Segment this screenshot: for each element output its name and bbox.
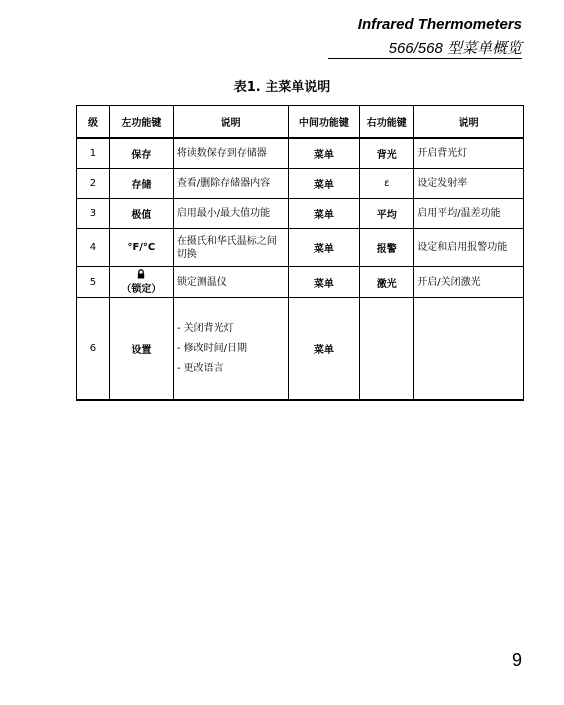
left-key-cell [109,267,173,298]
page-number: 9 [511,650,522,670]
level-cell: 1 [77,138,110,169]
left-desc-cell: 在摄氏和华氏温标之间切换 [173,229,288,267]
setting-option: - 关闭背光灯 [176,322,234,334]
left-key-cell: 设置 [109,298,173,401]
right-desc-cell: 设定和启用报警功能 [414,229,524,267]
column-header-left-key: 左功能键 [109,106,173,139]
table-row [77,199,524,229]
table-row [77,169,524,199]
level-cell: 3 [77,199,110,229]
left-desc-cell: 将读数保存到存储器 [173,138,288,169]
left-desc-cell: 启用最小/最大值功能 [173,199,288,229]
left-desc-cell: 查看/删除存储器内容 [173,169,288,199]
table-row [77,267,524,298]
left-key-cell: °F/°C [109,229,173,267]
header-subtitle: 566/568 型菜单概览 [388,40,522,57]
column-header-mid-key: 中间功能键 [288,106,360,139]
table-row [77,138,524,169]
right-key-cell: ε [360,169,414,199]
lock-icon [136,269,146,279]
left-desc-cell: 锁定测温仪 [173,267,288,298]
setting-option: - 更改语言 [176,362,224,374]
lock-label: （锁定） [121,284,162,295]
right-desc-cell [414,298,524,401]
left-key-cell: 极值 [109,199,173,229]
column-header-level: 级 [77,106,110,139]
right-desc-cell: 开启背光灯 [414,138,524,169]
mid-key-cell: 菜单 [288,199,360,229]
right-key-cell: 报警 [360,229,414,267]
right-key-cell: 激光 [360,267,414,298]
right-desc-cell: 开启/关闭激光 [414,267,524,298]
header-divider [328,58,522,59]
right-desc-cell: 设定发射率 [414,169,524,199]
main-menu-table [76,105,524,401]
right-key-cell: 平均 [360,199,414,229]
mid-key-cell: 菜单 [288,298,360,401]
mid-key-cell: 菜单 [288,267,360,298]
mid-key-cell: 菜单 [288,138,360,169]
table-row [77,229,524,267]
left-key-cell: 保存 [109,138,173,169]
right-key-cell [360,298,414,401]
mid-key-cell: 菜单 [288,229,360,267]
table-caption: 表1. 主菜单说明 [233,80,331,95]
column-header-left-desc: 说明 [173,106,288,139]
level-cell: 2 [77,169,110,199]
level-cell: 6 [77,298,110,401]
header-title: Infrared Thermometers [357,16,522,33]
right-desc-cell: 启用平均/温差功能 [414,199,524,229]
mid-key-cell: 菜单 [288,169,360,199]
table-row [77,298,524,401]
level-cell: 4 [77,229,110,267]
column-header-right-desc: 说明 [414,106,524,139]
column-header-right-key: 右功能键 [360,106,414,139]
level-cell: 5 [77,267,110,298]
left-key-cell: 存储 [109,169,173,199]
right-key-cell: 背光 [360,138,414,169]
table-header-row [77,106,524,139]
setting-option: - 修改时间/日期 [176,342,247,354]
left-desc-cell [173,298,288,401]
